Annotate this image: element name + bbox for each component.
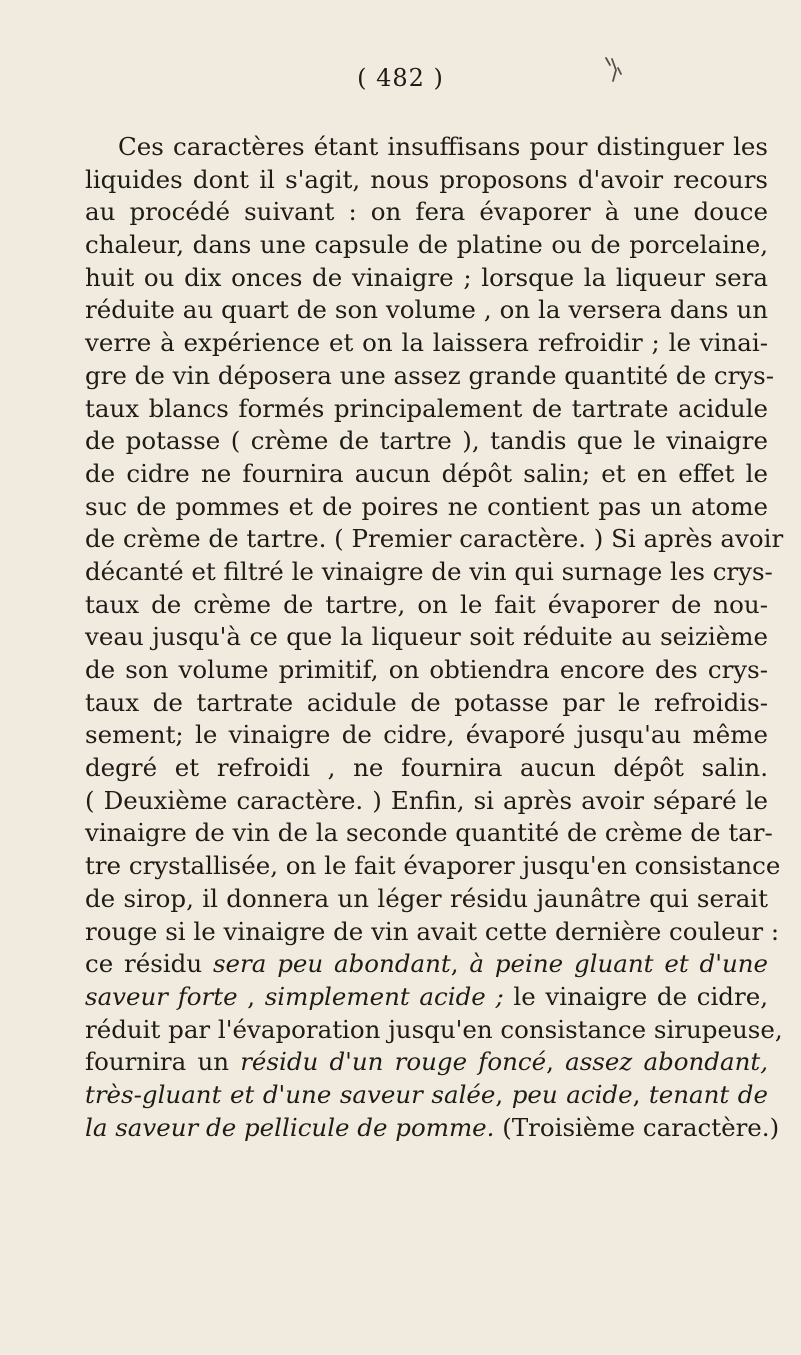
- text-line: réduit par l'évaporation jusqu'en consistance sirupeuse,: [85, 1014, 783, 1044]
- roman-text: ,: [495, 1079, 512, 1109]
- text-line: [85, 1112, 780, 1145]
- text-line: huit ou dix onces de vinaigre ; lorsque la liqueur sera: [85, 262, 768, 292]
- italic-text: résidu d'un rouge foncé: [240, 1047, 547, 1077]
- roman-text: ce résidu: [85, 949, 213, 979]
- italic-text: peu acide: [511, 1079, 633, 1109]
- text-line: de cidre ne fournira aucun dépôt salin; et en effet le: [85, 458, 768, 488]
- text-line: chaleur, dans une capsule de platine ou de porcelaine,: [85, 230, 768, 260]
- roman-text: (Troisième caractère.): [494, 1112, 780, 1142]
- text-line: [85, 948, 768, 981]
- roman-text: ,: [546, 1047, 566, 1077]
- text-line: verre à expérience et on la laissera refroidir ; le vinai-: [85, 328, 768, 358]
- text-line: suc de pommes et de poires ne contient pas un atome: [85, 491, 768, 521]
- text-line: Ces caractères étant insuffisans pour distinguer les: [118, 132, 768, 161]
- text-line: de sirop, il donnera un léger résidu jaunâtre qui serait: [85, 883, 768, 913]
- text-line: de potasse ( crème de tartre ), tandis que le vinaigre: [85, 426, 768, 456]
- text-line: rouge si le vinaigre de vin avait cette dernière couleur :: [85, 916, 780, 946]
- italic-text: simplement acide ;: [264, 981, 504, 1011]
- text-line: réduite au quart de son volume , on la versera dans un: [85, 295, 768, 325]
- text-line: taux de crème de tartre, on le fait évaporer de nou-: [85, 589, 768, 619]
- text-line: [85, 1079, 768, 1112]
- italic-text: tenant de: [648, 1079, 768, 1109]
- text-line: au procédé suivant : on fera évaporer à une douce: [85, 197, 768, 227]
- text-line: [85, 1046, 768, 1079]
- text-line: gre de vin déposera une assez grande quantité de crys-: [85, 360, 774, 390]
- italic-text: sera peu abondant: [212, 949, 451, 979]
- text-line: de son volume primitif, on obtiendra encore des crys-: [85, 655, 768, 684]
- italic-text: la saveur de pellicule de pomme.: [85, 1112, 495, 1142]
- text-line: taux de tartrate acidule de potasse par le refroidis-: [85, 687, 768, 717]
- page-number: ( 482 ): [357, 64, 444, 92]
- roman-text: ,: [237, 981, 265, 1011]
- text-line: sement; le vinaigre de cidre, évaporé jusqu'au même: [85, 720, 768, 750]
- text-line: veau jusqu'à ce que la liqueur soit réduite au seizième: [85, 622, 768, 652]
- roman-text: ,: [450, 949, 470, 979]
- text-line: liquides dont il s'agit, nous proposons d'avoir recours: [85, 164, 768, 194]
- body-paragraph: [85, 131, 784, 1144]
- text-line: vinaigre de vin de la seconde quantité de crème de tar-: [85, 818, 773, 848]
- text-line: tre crystallisée, on le fait évaporer jusqu'en consistance: [85, 851, 781, 881]
- italic-text: assez abondant,: [565, 1047, 768, 1077]
- text-line: [85, 981, 768, 1014]
- text-line: ( Deuxième caractère. ) Enfin, si après avoir séparé le: [85, 785, 768, 815]
- roman-text: ,: [632, 1079, 649, 1109]
- roman-text: fournira un: [85, 1047, 241, 1077]
- text-line: degré et refroidi , ne fournira aucun dépôt salin.: [85, 753, 768, 783]
- italic-text: à peine gluant et d'une: [469, 949, 768, 979]
- italic-text: très-gluant et d'une saveur salée: [85, 1079, 496, 1109]
- text-line: de crème de tartre. ( Premier caractère. ) Si après avoir: [85, 524, 784, 554]
- italic-text: saveur forte: [85, 981, 238, 1011]
- text-line: taux blancs formés principalement de tartrate acidule: [85, 393, 768, 423]
- text-line: décanté et filtré le vinaigre de vin qui surnage les crys-: [85, 556, 773, 586]
- roman-text: le vinaigre de cidre,: [503, 981, 768, 1011]
